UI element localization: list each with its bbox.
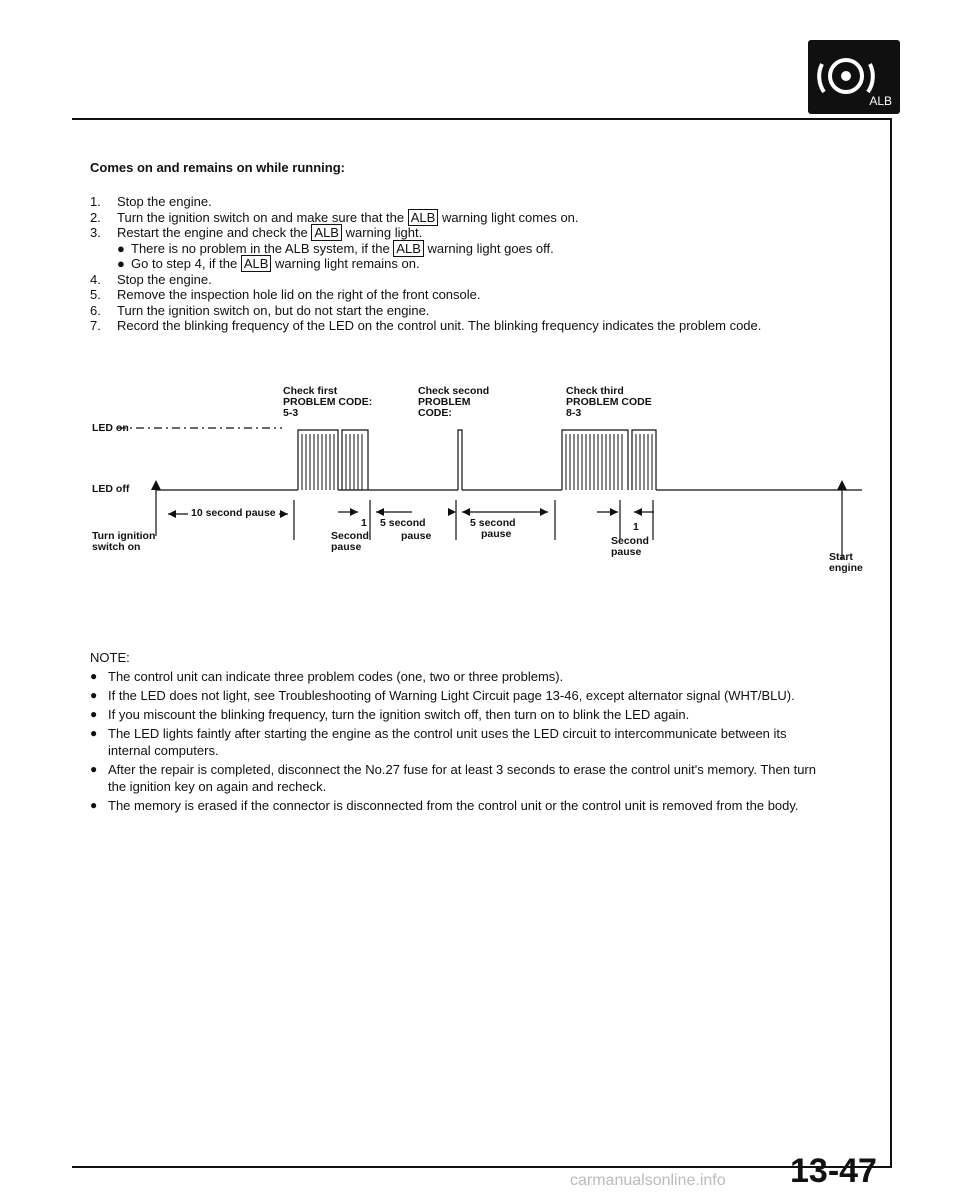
page-number: 13-47 xyxy=(790,1152,877,1190)
step-4: 4. Stop the engine. xyxy=(90,271,212,287)
led-on-label: LED on xyxy=(92,422,129,434)
substep-2: ● Go to step 4, if the ALB warning light remains on. xyxy=(90,256,850,272)
substep-1: ● There is no problem in the ALB system, if the ALB warning light goes off. xyxy=(90,241,850,257)
second-pause-label-a: Second pause xyxy=(331,530,369,553)
note-title: NOTE: xyxy=(90,650,130,665)
step-1: 1. Stop the engine. xyxy=(90,194,212,209)
pause-label-a: pause xyxy=(401,530,432,542)
one-label-a: 1 xyxy=(361,517,367,529)
one-label-b: 1 xyxy=(633,521,639,533)
bottom-rule xyxy=(72,1166,892,1168)
badge-label: ALB xyxy=(869,94,892,108)
notes-list xyxy=(90,668,830,816)
five-second-label-b: 5 second xyxy=(470,517,516,529)
check-first-label: Check first PROBLEM CODE: 5-3 xyxy=(283,385,373,419)
note-item: ● If you miscount the blinking frequency, turn the ignition switch off, then turn on to blink the LED again. xyxy=(90,706,830,723)
step-3: 3. Restart the engine and check the ALB warning light. xyxy=(90,225,423,240)
five-second-label-a: 5 second xyxy=(380,517,426,529)
note-item: ● The memory is erased if the connector is disconnected from the control unit or the control unit is removed from the body. xyxy=(90,797,830,814)
note-item: ● If the LED does not light, see Troubleshooting of Warning Light Circuit page 13-46, except alternator signal (WHT/BLU). xyxy=(90,687,830,704)
note-item: ● The LED lights faintly after starting the engine as the control unit uses the LED circuit to intercommunicate between its internal computers. xyxy=(90,725,830,759)
pause-10-label: 10 second pause xyxy=(188,508,279,519)
watermark: carmanualsonline.info xyxy=(570,1172,726,1189)
note-item: ● After the repair is completed, disconnect the No.27 fuse for at least 3 seconds to erase the control unit's memory. Then turn the ignition key on again and recheck. xyxy=(90,761,830,795)
step-7: 7. Record the blinking frequency of the LED on the control unit. The blinking frequency indicates the problem code. xyxy=(90,318,762,333)
turn-ignition-label: Turn ignition switch on xyxy=(92,530,156,553)
check-third-label: Check third PROBLEM CODE 8-3 xyxy=(566,385,652,419)
led-off-label: LED off xyxy=(92,483,130,495)
blink-pulses xyxy=(302,434,652,490)
second-pause-label-b: Second pause xyxy=(611,535,649,558)
section-heading: Comes on and remains on while running: xyxy=(90,160,345,175)
step-6: 6. Turn the ignition switch on, but do not start the engine. xyxy=(90,302,430,318)
step-2: 2. Turn the ignition switch on and make sure that the ALB warning light comes on. xyxy=(90,209,579,225)
check-second-label: Check second PROBLEM CODE: xyxy=(418,385,490,419)
start-engine-label: Start engine xyxy=(829,551,863,574)
step-5: 5. Remove the inspection hole lid on the right of the front console. xyxy=(90,287,481,302)
note-item: ● The control unit can indicate three problem codes (one, two or three problems). xyxy=(90,668,830,685)
pause-label-b: pause xyxy=(481,528,512,540)
